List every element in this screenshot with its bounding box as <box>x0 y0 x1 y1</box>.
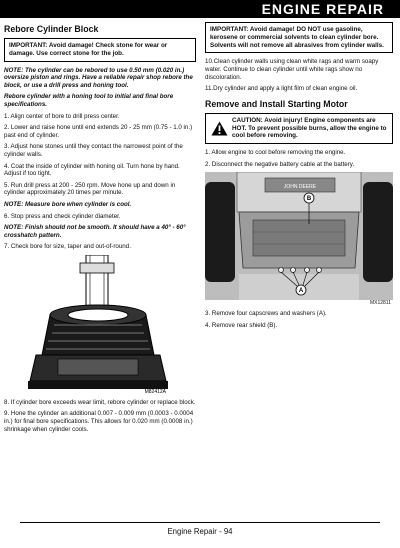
step-9: 9. Hone the cylinder an additional 0.007 - 0.009 mm (0.0003 - 0.0004 in.) for final bore specifications. This allows for 0.020 mm (0.0008 in.) shrinkage when cylinder cools. <box>4 410 194 433</box>
page-footer: Engine Repair - 94 <box>167 527 233 536</box>
tractor-decal: JOHN DEERE <box>283 184 317 191</box>
motor-step-1: 1. Allow engine to cool before removing the engine. <box>205 149 346 157</box>
motor-step-4: 4. Remove rear shield (B). <box>205 321 278 329</box>
cylinder-hone-figure <box>28 255 168 395</box>
callout-a-label: A <box>298 288 304 295</box>
motor-step-3: 3. Remove four capscrews and washers (A). <box>205 310 327 318</box>
important-notice: IMPORTANT: Avoid damage! Check stone for wear or damage. Use correct stone for the job. <box>4 38 196 62</box>
caution-triangle-icon <box>211 121 228 136</box>
right-column <box>205 22 393 334</box>
caution-box <box>205 113 393 144</box>
step-10: 10.Clean cylinder walls using clean white rags and warm soapy water. Continue to clean cylinder until white rags show no discoloration. <box>205 58 379 81</box>
step-11: 11.Dry cylinder and apply a light film of clean engine oil. <box>205 85 358 93</box>
page-section-title: ENGINE REPAIR <box>261 1 384 17</box>
motor-step-2: 2. Disconnect the negative battery cable at the battery. <box>205 160 355 168</box>
step-1: 1. Align center of bore to drill press center. <box>4 112 120 120</box>
starting-motor-figure <box>205 172 393 300</box>
step-4: 4. Coat the inside of cylinder with honing oil. Turn hone by hand. Adjust if too tight. <box>4 162 180 178</box>
cylinder-hone-illustration <box>28 255 168 395</box>
step-7: 7. Check bore for size, taper and out-of-round. <box>4 243 131 251</box>
note-honing: Rebore cylinder with a honing tool to initial and final bore specifications. <box>4 93 174 108</box>
callout-b-label: B <box>306 196 312 203</box>
step-5: 5. Run drill press at 200 - 250 rpm. Move hone up and down in cylinder approximately 20 times per minute. <box>4 181 176 197</box>
note-oversize: NOTE: The cylinder can be rebored to use 0.50 mm (0.020 in.) oversize piston and rings. Have a reliable repair shop rebore the block, or use a drill press and honing tool. <box>4 66 193 89</box>
note-measure: NOTE: Measure bore when cylinder is cool. <box>4 200 132 208</box>
important-notice-solvents: IMPORTANT: Avoid damage! DO NOT use gasoline, kerosene or commercial solvents to clean cylinder bore. Solvents will not remove all abrasives from cylinder walls. <box>205 22 393 53</box>
step-8: 8. If cylinder bore exceeds wear limit, rebore cylinder or replace block. <box>4 398 196 406</box>
figure-code-row <box>205 300 393 310</box>
figure-code-left: M82412A <box>144 388 166 395</box>
figure-code-right: MX12811 <box>369 300 391 307</box>
footer-rule <box>20 522 380 523</box>
step-6: 6. Stop press and check cylinder diameter. <box>4 212 121 220</box>
caution-text: CAUTION: Avoid injury! Engine components are HOT. To prevent possible burns, allow the engine to cool before removing. <box>232 116 387 140</box>
left-column <box>4 22 196 437</box>
rebore-heading: Rebore Cylinder Block <box>4 24 99 34</box>
header-bar <box>0 0 400 18</box>
note-finish: NOTE: Finish should not be smooth. It should have a 40° - 60° crosshatch pattern. <box>4 224 186 239</box>
starting-motor-heading: Remove and Install Starting Motor <box>205 98 348 109</box>
starting-motor-photo <box>205 172 393 300</box>
step-2: 2. Lower and raise hone until end extends 20 - 25 mm (0.75 - 1.0 in.) past end of cylinder. <box>4 124 193 139</box>
step-3: 3. Adjust hone stones until they contact the narrowest point of the cylinder walls. <box>4 143 183 158</box>
